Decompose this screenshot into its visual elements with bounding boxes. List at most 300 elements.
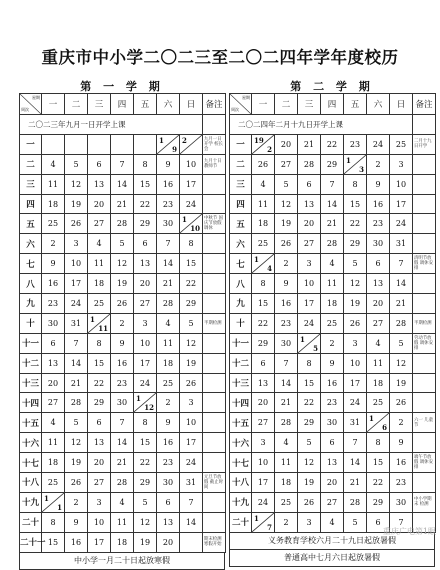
day-cell: 20 bbox=[42, 373, 65, 393]
week-number: 一 bbox=[230, 134, 252, 154]
day-cell: 10 bbox=[180, 154, 203, 174]
day-cell: 11 bbox=[42, 433, 65, 453]
notes-cell bbox=[413, 214, 436, 234]
day-cell: 4 bbox=[42, 154, 65, 174]
week-number: 十八 bbox=[20, 473, 42, 493]
month-start-cell bbox=[344, 154, 367, 174]
week-number: 九 bbox=[20, 294, 42, 314]
day-cell: 25 bbox=[252, 234, 275, 254]
day-cell: 24 bbox=[367, 134, 390, 154]
day-header: 五 bbox=[344, 94, 367, 115]
day-cell: 30 bbox=[367, 234, 390, 254]
day-cell: 31 bbox=[180, 473, 203, 493]
day-cell: 2 bbox=[275, 512, 298, 532]
month-start-cell bbox=[180, 214, 203, 234]
day-cell: 16 bbox=[42, 274, 65, 294]
day-cell: 25 bbox=[157, 373, 180, 393]
day-cell: 4 bbox=[321, 512, 344, 532]
day-cell: 11 bbox=[42, 174, 65, 194]
day-cell: 18 bbox=[275, 473, 298, 493]
day-cell: 20 bbox=[298, 214, 321, 234]
week-number: 十七 bbox=[20, 453, 42, 473]
day-cell: 23 bbox=[42, 294, 65, 314]
day-cell: 10 bbox=[134, 333, 157, 353]
notes-cell bbox=[203, 413, 226, 433]
day-cell: 7 bbox=[344, 433, 367, 453]
day-number: 1 bbox=[159, 135, 164, 145]
day-cell: 4 bbox=[321, 254, 344, 274]
week-row bbox=[20, 353, 226, 373]
month-start-cell bbox=[88, 313, 111, 333]
day-cell: 20 bbox=[134, 274, 157, 294]
day-cell: 20 bbox=[88, 194, 111, 214]
day-cell: 9 bbox=[157, 154, 180, 174]
day-cell: 10 bbox=[390, 174, 413, 194]
day-cell: 4 bbox=[111, 492, 134, 512]
day-cell: 6 bbox=[134, 234, 157, 254]
day-cell: 5 bbox=[275, 174, 298, 194]
day-cell: 22 bbox=[134, 453, 157, 473]
day-cell: 5 bbox=[134, 492, 157, 512]
semester-1-footer: 中小学一月二十日起放寒假 bbox=[19, 553, 225, 570]
day-cell: 19 bbox=[180, 353, 203, 373]
day-cell: 17 bbox=[344, 373, 367, 393]
day-cell: 17 bbox=[65, 274, 88, 294]
day-cell bbox=[111, 134, 134, 154]
day-cell: 13 bbox=[157, 512, 180, 532]
day-cell: 15 bbox=[252, 294, 275, 314]
start-row bbox=[20, 115, 226, 135]
semester-start-text: 二〇二四年二月十九日开学上课 bbox=[230, 115, 413, 135]
notes-cell: 九月一日开学 校长会 bbox=[203, 134, 226, 154]
week-number: 十九 bbox=[20, 492, 42, 512]
day-cell: 3 bbox=[180, 393, 203, 413]
day-cell: 22 bbox=[298, 393, 321, 413]
day-cell: 18 bbox=[88, 274, 111, 294]
day-header: 六 bbox=[157, 94, 180, 115]
semester-2-table bbox=[229, 93, 436, 533]
week-number: 五 bbox=[20, 214, 42, 234]
day-cell: 14 bbox=[344, 453, 367, 473]
week-row bbox=[20, 234, 226, 254]
day-cell: 19 bbox=[298, 473, 321, 493]
week-row bbox=[20, 433, 226, 453]
week-number: 十 bbox=[20, 313, 42, 333]
week-number: 十二 bbox=[230, 353, 252, 373]
week-row bbox=[20, 294, 226, 314]
day-cell: 9 bbox=[367, 174, 390, 194]
day-number: 1 bbox=[136, 394, 141, 404]
day-cell: 21 bbox=[275, 393, 298, 413]
day-cell: 26 bbox=[275, 234, 298, 254]
day-cell: 29 bbox=[367, 492, 390, 512]
day-cell: 21 bbox=[65, 373, 88, 393]
day-header: 三 bbox=[88, 94, 111, 115]
day-cell: 31 bbox=[65, 313, 88, 333]
day-cell: 16 bbox=[367, 194, 390, 214]
day-cell: 12 bbox=[111, 254, 134, 274]
day-cell: 9 bbox=[111, 333, 134, 353]
semester-2-footer-highschool: 普通高中七月六日起放暑假 bbox=[229, 550, 435, 567]
day-cell: 10 bbox=[88, 512, 111, 532]
day-cell: 7 bbox=[390, 254, 413, 274]
notes-cell bbox=[203, 333, 226, 353]
day-cell: 5 bbox=[344, 512, 367, 532]
month-start-cell bbox=[298, 333, 321, 353]
semester-2-footer: 义务教育学校六月二十九日起放暑假 bbox=[229, 533, 435, 550]
day-header: 五 bbox=[134, 94, 157, 115]
day-cell: 22 bbox=[344, 214, 367, 234]
day-cell: 8 bbox=[344, 174, 367, 194]
month-number: 3 bbox=[359, 164, 364, 174]
day-cell: 2 bbox=[390, 413, 413, 433]
day-cell: 3 bbox=[65, 234, 88, 254]
day-cell bbox=[65, 134, 88, 154]
header-row bbox=[230, 94, 436, 115]
month-number: 4 bbox=[267, 264, 272, 274]
day-cell: 30 bbox=[157, 473, 180, 493]
day-cell: 6 bbox=[298, 174, 321, 194]
day-cell: 27 bbox=[88, 214, 111, 234]
month-start-cell bbox=[252, 254, 275, 274]
day-cell: 18 bbox=[111, 532, 134, 552]
day-number: 1 bbox=[182, 215, 187, 225]
month-number: 5 bbox=[313, 343, 318, 353]
day-cell: 19 bbox=[65, 194, 88, 214]
day-cell: 22 bbox=[321, 134, 344, 154]
day-number: 1 bbox=[300, 334, 305, 344]
week-number: 十五 bbox=[230, 413, 252, 433]
day-cell: 7 bbox=[390, 512, 413, 532]
day-header: 六 bbox=[367, 94, 390, 115]
day-cell: 7 bbox=[321, 174, 344, 194]
week-row bbox=[20, 154, 226, 174]
day-number: 19 bbox=[254, 135, 264, 145]
day-cell: 6 bbox=[367, 512, 390, 532]
day-cell: 18 bbox=[157, 353, 180, 373]
day-cell: 18 bbox=[252, 214, 275, 234]
day-cell: 14 bbox=[180, 512, 203, 532]
day-cell: 28 bbox=[65, 393, 88, 413]
month-number: 7 bbox=[267, 522, 272, 532]
day-cell: 16 bbox=[390, 453, 413, 473]
day-cell: 30 bbox=[157, 214, 180, 234]
month-number: 10 bbox=[190, 224, 200, 234]
day-cell: 23 bbox=[367, 214, 390, 234]
month-start-cell bbox=[157, 134, 180, 154]
week-number: 七 bbox=[230, 254, 252, 274]
semester-2-calendar bbox=[229, 80, 435, 567]
notes-cell: 劳动节放假 调休安排 bbox=[413, 333, 436, 353]
day-cell: 13 bbox=[88, 174, 111, 194]
week-row bbox=[230, 473, 436, 493]
day-cell: 26 bbox=[180, 373, 203, 393]
notes-cell bbox=[203, 512, 226, 532]
day-cell: 6 bbox=[252, 353, 275, 373]
day-number: 1 bbox=[90, 314, 95, 324]
week-number: 八 bbox=[20, 274, 42, 294]
day-cell: 15 bbox=[344, 194, 367, 214]
notes-cell: 六一 儿童节 bbox=[413, 413, 436, 433]
week-row bbox=[20, 512, 226, 532]
notes-cell bbox=[203, 174, 226, 194]
day-cell: 13 bbox=[134, 254, 157, 274]
day-cell: 6 bbox=[42, 333, 65, 353]
day-cell: 10 bbox=[180, 413, 203, 433]
day-cell: 21 bbox=[344, 473, 367, 493]
notes-cell bbox=[413, 234, 436, 254]
month-start-cell bbox=[252, 134, 275, 154]
day-header: 二 bbox=[65, 94, 88, 115]
day-cell: 13 bbox=[321, 453, 344, 473]
notes-header: 备注 bbox=[203, 94, 226, 115]
notes-cell bbox=[413, 115, 436, 135]
week-number: 六 bbox=[20, 234, 42, 254]
notes-cell bbox=[413, 393, 436, 413]
week-row bbox=[20, 333, 226, 353]
day-cell: 7 bbox=[180, 492, 203, 512]
day-cell: 30 bbox=[111, 393, 134, 413]
day-cell: 4 bbox=[157, 313, 180, 333]
day-cell: 8 bbox=[180, 234, 203, 254]
day-cell: 17 bbox=[180, 433, 203, 453]
day-cell: 22 bbox=[134, 194, 157, 214]
day-cell: 21 bbox=[390, 294, 413, 314]
week-row bbox=[20, 313, 226, 333]
day-cell: 12 bbox=[180, 333, 203, 353]
week-number: 十二 bbox=[20, 353, 42, 373]
day-cell: 30 bbox=[275, 333, 298, 353]
day-cell: 3 bbox=[252, 433, 275, 453]
day-cell: 24 bbox=[390, 214, 413, 234]
semester-1-table bbox=[19, 93, 226, 553]
day-cell: 20 bbox=[367, 294, 390, 314]
day-cell: 25 bbox=[88, 294, 111, 314]
week-row bbox=[20, 453, 226, 473]
day-cell: 22 bbox=[252, 313, 275, 333]
day-cell: 14 bbox=[65, 353, 88, 373]
week-number: 二 bbox=[230, 154, 252, 174]
day-cell: 11 bbox=[252, 194, 275, 214]
day-cell: 16 bbox=[111, 353, 134, 373]
day-cell: 4 bbox=[252, 174, 275, 194]
week-row bbox=[20, 214, 226, 234]
day-cell: 21 bbox=[111, 453, 134, 473]
week-row bbox=[230, 294, 436, 314]
day-cell: 7 bbox=[111, 154, 134, 174]
day-cell: 11 bbox=[321, 274, 344, 294]
day-cell: 26 bbox=[65, 214, 88, 234]
day-cell: 9 bbox=[42, 254, 65, 274]
day-cell: 22 bbox=[367, 473, 390, 493]
day-cell: 20 bbox=[252, 393, 275, 413]
week-number: 三 bbox=[230, 174, 252, 194]
day-cell: 31 bbox=[390, 234, 413, 254]
day-cell: 19 bbox=[275, 214, 298, 234]
week-row bbox=[230, 393, 436, 413]
day-cell: 29 bbox=[88, 393, 111, 413]
day-cell: 13 bbox=[252, 373, 275, 393]
week-row bbox=[230, 254, 436, 274]
day-cell: 23 bbox=[111, 373, 134, 393]
day-cell: 27 bbox=[88, 473, 111, 493]
day-cell: 27 bbox=[275, 154, 298, 174]
day-number: 1 bbox=[254, 255, 259, 265]
day-cell: 29 bbox=[134, 473, 157, 493]
day-cell: 10 bbox=[65, 254, 88, 274]
day-number: 1 bbox=[44, 493, 49, 503]
day-cell: 26 bbox=[252, 154, 275, 174]
week-number: 二十一 bbox=[20, 532, 42, 552]
day-cell: 24 bbox=[134, 373, 157, 393]
month-number: 1 bbox=[57, 502, 62, 512]
day-cell: 24 bbox=[180, 194, 203, 214]
notes-cell bbox=[413, 174, 436, 194]
notes-cell bbox=[203, 492, 226, 512]
day-cell: 6 bbox=[157, 492, 180, 512]
header-row bbox=[20, 94, 226, 115]
day-cell: 20 bbox=[157, 532, 180, 552]
day-cell: 20 bbox=[275, 134, 298, 154]
week-number: 四 bbox=[230, 194, 252, 214]
day-cell: 12 bbox=[134, 512, 157, 532]
day-cell: 27 bbox=[298, 234, 321, 254]
notes-cell bbox=[203, 353, 226, 373]
day-cell bbox=[180, 532, 203, 552]
day-cell: 23 bbox=[344, 134, 367, 154]
day-cell: 5 bbox=[298, 433, 321, 453]
day-cell: 4 bbox=[88, 234, 111, 254]
day-cell: 7 bbox=[157, 234, 180, 254]
day-cell: 3 bbox=[344, 333, 367, 353]
month-start-cell bbox=[367, 413, 390, 433]
week-number: 六 bbox=[230, 234, 252, 254]
day-cell: 25 bbox=[390, 134, 413, 154]
month-number: 11 bbox=[98, 323, 108, 333]
day-cell: 20 bbox=[88, 453, 111, 473]
month-number: 2 bbox=[267, 144, 272, 154]
day-cell: 4 bbox=[275, 433, 298, 453]
day-cell: 26 bbox=[344, 313, 367, 333]
day-cell: 9 bbox=[65, 512, 88, 532]
day-cell: 28 bbox=[344, 492, 367, 512]
semester-1-calendar bbox=[19, 80, 225, 570]
week-number: 十六 bbox=[230, 433, 252, 453]
day-cell: 25 bbox=[42, 473, 65, 493]
day-cell: 24 bbox=[344, 393, 367, 413]
day-cell: 28 bbox=[321, 234, 344, 254]
day-cell: 9 bbox=[390, 433, 413, 453]
week-row bbox=[230, 154, 436, 174]
day-cell: 28 bbox=[111, 473, 134, 493]
day-cell bbox=[134, 134, 157, 154]
notes-cell bbox=[203, 194, 226, 214]
day-cell: 10 bbox=[298, 274, 321, 294]
day-cell: 8 bbox=[367, 433, 390, 453]
day-cell: 26 bbox=[298, 492, 321, 512]
day-cell: 25 bbox=[367, 393, 390, 413]
day-cell: 19 bbox=[65, 453, 88, 473]
day-cell: 5 bbox=[344, 254, 367, 274]
day-header: 三 bbox=[298, 94, 321, 115]
week-number: 二 bbox=[20, 154, 42, 174]
month-start-cell bbox=[252, 512, 275, 532]
day-cell: 26 bbox=[65, 473, 88, 493]
day-cell: 24 bbox=[298, 313, 321, 333]
week-row bbox=[20, 413, 226, 433]
day-cell: 29 bbox=[298, 413, 321, 433]
day-cell: 7 bbox=[275, 353, 298, 373]
week-number: 十六 bbox=[20, 433, 42, 453]
notes-cell: 端午节放假 调休安排 bbox=[413, 453, 436, 473]
day-cell: 13 bbox=[298, 194, 321, 214]
day-cell: 12 bbox=[390, 353, 413, 373]
day-cell: 8 bbox=[42, 512, 65, 532]
notes-cell bbox=[413, 473, 436, 493]
day-cell: 2 bbox=[42, 234, 65, 254]
start-row bbox=[230, 115, 436, 135]
month-number: 6 bbox=[382, 423, 387, 433]
week-number: 十九 bbox=[230, 492, 252, 512]
day-cell: 7 bbox=[65, 333, 88, 353]
notes-cell bbox=[203, 393, 226, 413]
day-cell: 8 bbox=[134, 154, 157, 174]
day-cell: 5 bbox=[111, 234, 134, 254]
week-number: 二十 bbox=[20, 512, 42, 532]
day-cell: 25 bbox=[42, 214, 65, 234]
day-cell: 2 bbox=[367, 154, 390, 174]
day-cell: 2 bbox=[321, 333, 344, 353]
notes-cell bbox=[203, 115, 226, 135]
notes-cell bbox=[413, 353, 436, 373]
week-row bbox=[230, 492, 436, 512]
day-cell: 27 bbox=[134, 294, 157, 314]
week-row bbox=[230, 174, 436, 194]
day-cell: 14 bbox=[111, 433, 134, 453]
week-number: 二十 bbox=[230, 512, 252, 532]
day-cell: 28 bbox=[298, 154, 321, 174]
day-cell: 27 bbox=[42, 393, 65, 413]
week-number: 十五 bbox=[20, 413, 42, 433]
day-cell: 13 bbox=[367, 274, 390, 294]
month-number: 12 bbox=[144, 403, 154, 413]
day-cell: 9 bbox=[157, 413, 180, 433]
week-number: 一 bbox=[20, 134, 42, 154]
notes-cell bbox=[203, 453, 226, 473]
day-cell: 24 bbox=[65, 294, 88, 314]
day-cell: 18 bbox=[367, 373, 390, 393]
day-cell: 29 bbox=[344, 234, 367, 254]
day-cell: 14 bbox=[157, 254, 180, 274]
notes-cell bbox=[413, 274, 436, 294]
day-cell: 12 bbox=[275, 194, 298, 214]
day-cell: 29 bbox=[252, 333, 275, 353]
day-cell: 11 bbox=[275, 453, 298, 473]
day-cell: 16 bbox=[275, 294, 298, 314]
day-cell: 5 bbox=[65, 154, 88, 174]
week-row bbox=[20, 274, 226, 294]
day-cell: 23 bbox=[321, 393, 344, 413]
week-row bbox=[230, 194, 436, 214]
day-cell: 23 bbox=[390, 473, 413, 493]
week-row bbox=[230, 433, 436, 453]
day-number: 1 bbox=[369, 414, 374, 424]
day-cell: 19 bbox=[134, 532, 157, 552]
page-title: 重庆市中小学二〇二三至二〇二四年学年度校历 bbox=[41, 48, 399, 67]
day-cell: 14 bbox=[321, 194, 344, 214]
day-cell: 23 bbox=[157, 453, 180, 473]
notes-cell bbox=[413, 294, 436, 314]
